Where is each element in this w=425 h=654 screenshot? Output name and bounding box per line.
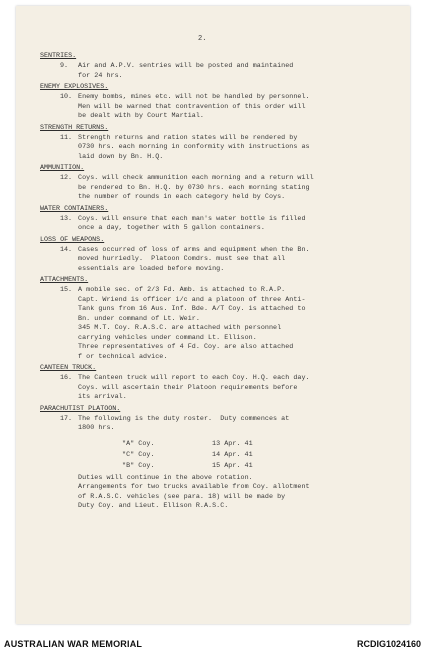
paragraph-line: 0730 hrs. each morning in conformity with instructions as — [78, 143, 310, 151]
roster-date: 15 Apr. 41 — [212, 461, 253, 470]
paragraph-line: Coys. will ensure that each man's water bottle is filled — [78, 214, 306, 223]
section-heading: CANTEEN TRUCK. — [40, 364, 97, 372]
paragraph-number: 9. — [60, 62, 69, 70]
paragraph-line: Bn. under command of Lt. Weir. — [78, 314, 200, 323]
paragraph-line: 345 M.T. Coy. R.A.S.C. are attached with personnel — [78, 324, 282, 332]
roster-company: "C" Coy. — [122, 450, 155, 459]
footer-bar — [0, 630, 425, 654]
paragraph-number: 10. — [60, 93, 73, 101]
document-page — [16, 6, 410, 624]
paragraph-line: 1800 hrs. — [78, 424, 115, 432]
section-heading: AMMUNITION. — [40, 164, 85, 172]
paragraph-line: once a day, together with 5 gallon containers. — [78, 224, 265, 232]
paragraph-line: Three representatives of 4 Fd. Coy. are also attached — [78, 343, 294, 351]
section-heading: STRENGTH RETURNS. — [40, 123, 109, 132]
paragraph-line: for 24 hrs. — [78, 71, 123, 80]
roster-date: 13 Apr. 41 — [212, 439, 253, 448]
paragraph-line: Cases occurred of loss of arms and equipment when the Bn. — [78, 245, 310, 254]
paragraph-number: 15. — [60, 286, 73, 294]
page-number: 2. — [198, 35, 207, 43]
paragraph-line: Coys. will ascertain their Platoon requirements before — [78, 383, 298, 392]
paragraph-number: 11. — [60, 133, 73, 142]
section-heading: ATTACHMENTS. — [40, 276, 89, 284]
paragraph-line: f or technical advice. — [78, 352, 168, 361]
roster-company: "B" Coy. — [122, 461, 155, 470]
footer-record-id: RCDIG1024160 — [356, 639, 421, 649]
paragraph-line: A mobile sec. of 2/3 Fd. Amb. is attached to R.A.P. — [78, 286, 286, 294]
paragraph-line: be dealt with by Court Martial. — [78, 112, 204, 120]
roster-date: 14 Apr. 41 — [212, 450, 253, 459]
paragraph-line: the number of rounds in each category held by Coys. — [78, 193, 286, 201]
section-heading: LOSS OF WEAPONS. — [40, 235, 105, 244]
paragraph-number: 17. — [60, 414, 73, 423]
paragraph-line: Capt. Wriend is officer i/c and a platoon of three Anti- — [78, 295, 306, 304]
paragraph-line: Tank guns from 16 Aus. Inf. Bde. A/T Coy. is attached to — [78, 305, 306, 313]
paragraph-line: carrying vehicles under command Lt. Ellison. — [78, 333, 257, 342]
closing-line: of R.A.S.C. vehicles (see para. 18) will be made by — [78, 492, 286, 501]
roster-company: "A" Coy. — [122, 439, 155, 448]
paragraph-line: The Canteen truck will report to each Coy. H.Q. each day. — [78, 374, 310, 382]
section-heading: WATER CONTAINERS. — [40, 204, 109, 213]
paragraph-line: Enemy bombs, mines etc. will not be handled by personnel. — [78, 93, 310, 101]
footer-institution: AUSTRALIAN WAR MEMORIAL — [4, 639, 143, 649]
paragraph-number: 13. — [60, 214, 73, 223]
paragraph-line: Air and A.P.V. sentries will be posted and maintained — [78, 62, 294, 70]
paragraph-line: essentials are loaded before moving. — [78, 264, 225, 273]
section-heading: ENEMY EXPLOSIVES. — [40, 83, 109, 91]
paragraph-number: 14. — [60, 245, 73, 254]
paragraph-number: 12. — [60, 174, 73, 182]
section-heading: PARACHUTIST PLATOON. — [40, 404, 121, 413]
paragraph-line: Men will be warned that contravention of this order will — [78, 102, 306, 111]
paragraph-line: laid down by Bn. H.Q. — [78, 152, 164, 161]
closing-line: Duties will continue in the above rotation. — [78, 473, 253, 482]
paragraph-line: its arrival. — [78, 393, 127, 401]
section-heading: SENTRIES. — [40, 52, 77, 60]
closing-line: Arrangements for two trucks available from Coy. allotment — [78, 483, 310, 491]
closing-line: Duty Coy. and Lieut. Ellison R.A.S.C. — [78, 502, 229, 510]
paragraph-line: Coys. will check ammunition each morning and a return will — [78, 174, 314, 182]
paragraph-line: moved hurriedly. Platoon Comdrs. must see that all — [78, 255, 286, 263]
paragraph-number: 16. — [60, 374, 73, 382]
paragraph-line: The following is the duty roster. Duty commences at — [78, 414, 290, 423]
paragraph-line: be rendered to Bn. H.Q. by 0730 hrs. each morning stating — [78, 183, 310, 192]
paragraph-line: Strength returns and ration states will be rendered by — [78, 133, 298, 142]
